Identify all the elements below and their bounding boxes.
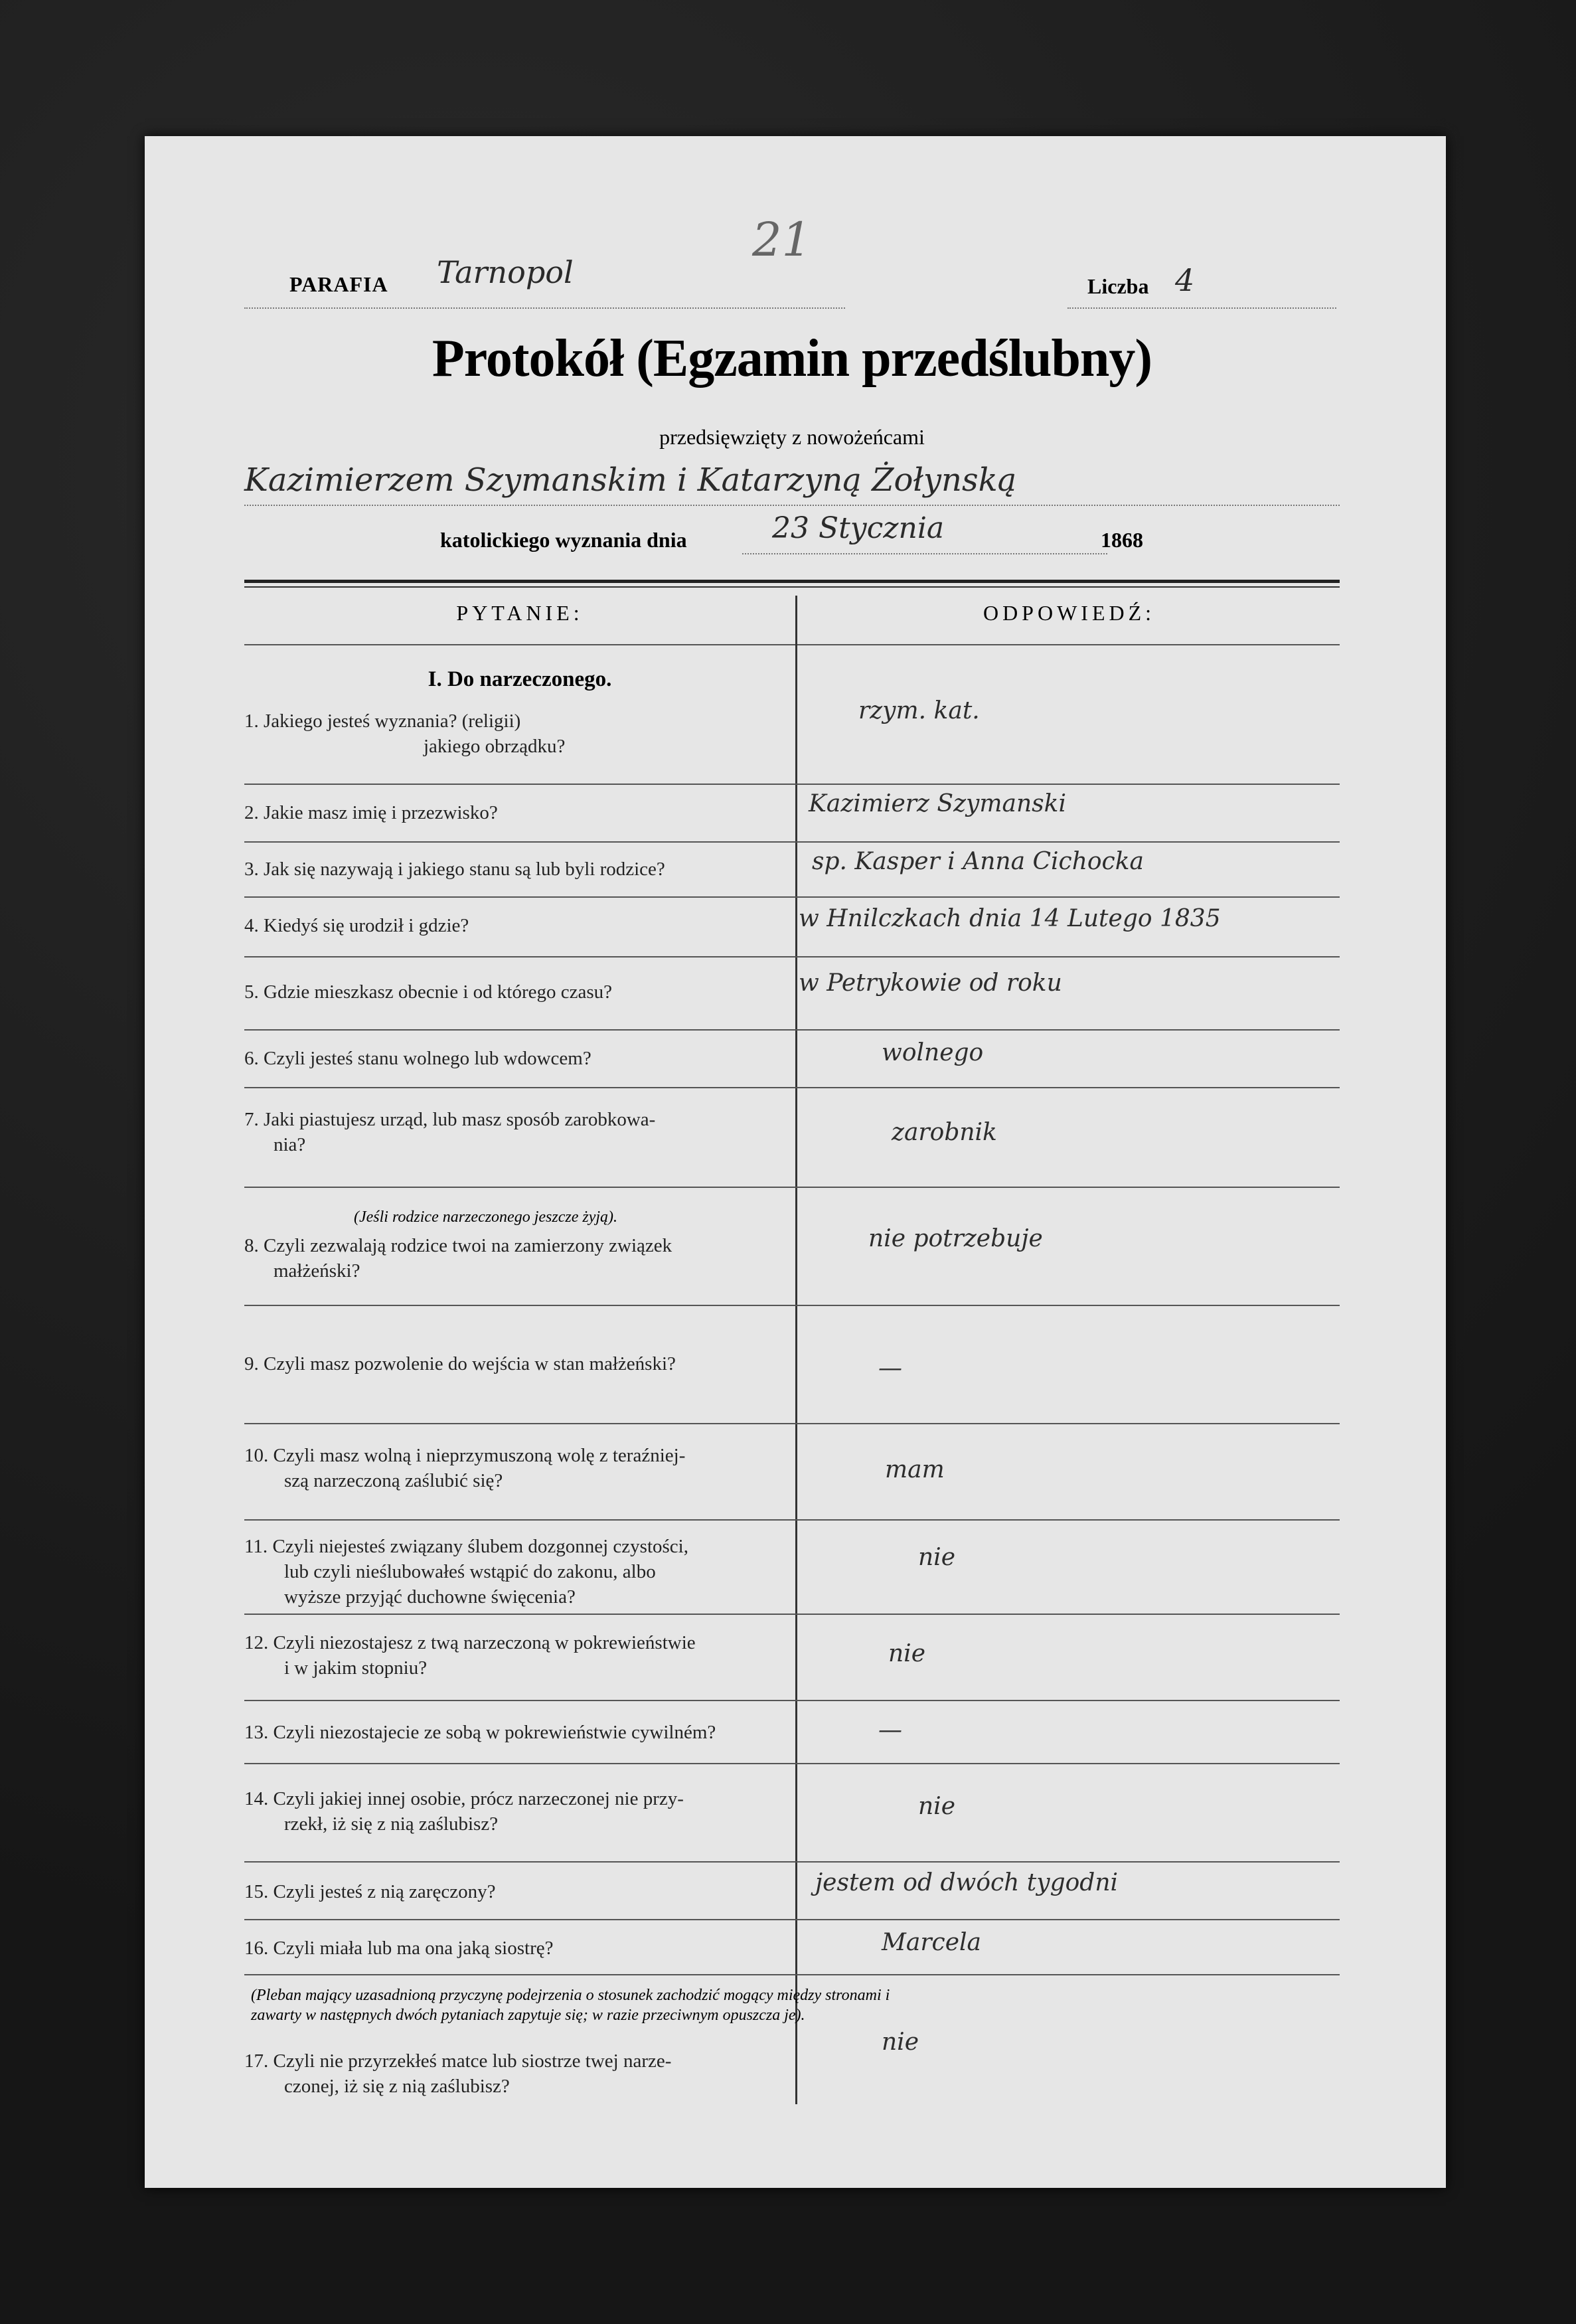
- answer-17: nie: [882, 2029, 919, 2056]
- row-rule: [244, 896, 1340, 898]
- question-12: 12. Czyli niezostajesz z twą narzeczoną w pokrewieństwie i w jakim stopniu?: [244, 1632, 696, 1679]
- question-9: 9. Czyli masz pozwolenie do wejścia w stan małżeński?: [244, 1353, 676, 1374]
- row-rule: [244, 1861, 1340, 1863]
- question-8: 8. Czyli zezwalają rodzice twoi na zamierzony związek małżeński?: [244, 1235, 672, 1282]
- answer-14: nie: [918, 1793, 956, 1820]
- liczba-value: 4: [1175, 262, 1195, 298]
- question-15: 15. Czyli jesteś z nią zaręczony?: [244, 1881, 496, 1902]
- answer-8: nie potrzebuje: [868, 1225, 1043, 1252]
- question-7: 7. Jaki piastujesz urząd, lub masz sposób zarobkowa- nia?: [244, 1109, 656, 1155]
- row-rule: [244, 841, 1340, 843]
- row-rule: [244, 784, 1340, 785]
- column-question-heading: PYTANIE:: [456, 601, 584, 625]
- subtitle: przedsięwzięty z nowożeńcami: [659, 425, 925, 449]
- year: 1868: [1101, 528, 1143, 552]
- row-rule: [244, 1974, 1340, 1975]
- row-rule: [244, 1187, 1340, 1188]
- row-rule: [244, 956, 1340, 957]
- names-dotted-line: [244, 505, 1340, 506]
- answer-2: Kazimierz Szymanski: [809, 790, 1066, 817]
- answer-11: nie: [918, 1544, 956, 1571]
- row-rule: [244, 1763, 1340, 1764]
- answer-15: jestem od dwóch tygodni: [815, 1869, 1119, 1896]
- answer-4: w Hnilczkach dnia 14 Lutego 1835: [799, 905, 1221, 932]
- row-rule: [244, 1305, 1340, 1306]
- heading-rule: [244, 644, 1340, 645]
- question-1: 1. Jakiego jesteś wyznania? (religii) jakiego obrządku?: [244, 710, 566, 757]
- wyznanie-label: katolickiego wyznania dnia: [440, 528, 687, 552]
- question-8-note: (Jeśli rodzice narzeczonego jeszcze żyją).: [354, 1208, 618, 1226]
- parafia-dotted-line: [244, 307, 845, 309]
- row-rule: [244, 1919, 1340, 1920]
- row-rule: [244, 1029, 1340, 1031]
- answer-10: mam: [885, 1456, 945, 1483]
- row-rule: [244, 1423, 1340, 1424]
- question-16: 16. Czyli miała lub ma ona jaką siostrę?: [244, 1938, 554, 1959]
- answer-16: Marcela: [882, 1929, 981, 1956]
- header-rule: [244, 580, 1340, 583]
- question-17: 17. Czyli nie przyrzekłeś matce lub siostrze twej narze- czonej, iż się z nią zaślubisz?: [244, 2050, 672, 2097]
- parafia-value: Tarnopol: [437, 254, 574, 290]
- answer-1: rzym. kat.: [858, 697, 980, 724]
- question-4: 4. Kiedyś się urodził i gdzie?: [244, 915, 469, 936]
- question-14: 14. Czyli jakiej innej osobie, prócz narzeczonej nie przy- rzekł, iż się z nią zaślubisz?: [244, 1788, 684, 1835]
- section-title: I. Do narzeczonego.: [428, 667, 612, 691]
- answer-12: nie: [888, 1640, 926, 1667]
- column-answer-heading: ODPOWIEDŹ:: [983, 601, 1156, 625]
- question-13: 13. Czyli niezostajecie ze sobą w pokrewieństwie cywilném?: [244, 1722, 716, 1743]
- answer-6: wolnego: [882, 1039, 984, 1066]
- document-page: [145, 136, 1446, 2188]
- liczba-label: Liczba: [1087, 274, 1149, 298]
- answer-3: sp. Kasper i Anna Cichocka: [812, 848, 1144, 875]
- question-17-note: (Pleban mający uzasadnioną przyczynę podejrzenia o stosunek zachodzić mogący między stronami i zawarty w następnych dwóch pytaniach zapytuje się; w razie przeciwnym opuszcza je).: [251, 1987, 890, 2024]
- liczba-dotted-line: [1067, 307, 1336, 309]
- row-rule: [244, 1519, 1340, 1521]
- row-rule: [244, 1087, 1340, 1088]
- question-2: 2. Jakie masz imię i przezwisko?: [244, 802, 498, 823]
- couple-names: Kazimierzem Szymanskim i Katarzyną Żołynską: [244, 461, 1017, 499]
- row-rule: [244, 1700, 1340, 1701]
- header-rule-thin: [244, 586, 1340, 588]
- date-value: 23 Stycznia: [772, 511, 945, 545]
- page-title: Protokół (Egzamin przedślubny): [432, 329, 1152, 388]
- answer-7: zarobnik: [892, 1119, 997, 1146]
- question-11: 11. Czyli niejesteś związany ślubem dozgonnej czystości, lub czyli nieślubowałeś wstąpić do zakonu, albo wyższe przyjąć duchowne święcenia?: [244, 1536, 688, 1608]
- answer-5: w Petrykowie od roku: [799, 969, 1062, 997]
- question-10: 10. Czyli masz wolną i nieprzymuszoną wolę z teraźniej- szą narzeczoną zaślubić się?: [244, 1445, 686, 1491]
- answer-9: —: [878, 1355, 902, 1382]
- parafia-label: PARAFIA: [289, 272, 388, 296]
- question-5: 5. Gdzie mieszkasz obecnie i od którego czasu?: [244, 981, 613, 1003]
- archive-number: 21: [752, 212, 812, 267]
- question-6: 6. Czyli jesteś stanu wolnego lub wdowcem?: [244, 1048, 591, 1069]
- question-3: 3. Jak się nazywają i jakiego stanu są lub byli rodzice?: [244, 859, 665, 880]
- answer-13: —: [878, 1716, 902, 1744]
- row-rule: [244, 1614, 1340, 1615]
- date-dotted-line: [742, 553, 1107, 554]
